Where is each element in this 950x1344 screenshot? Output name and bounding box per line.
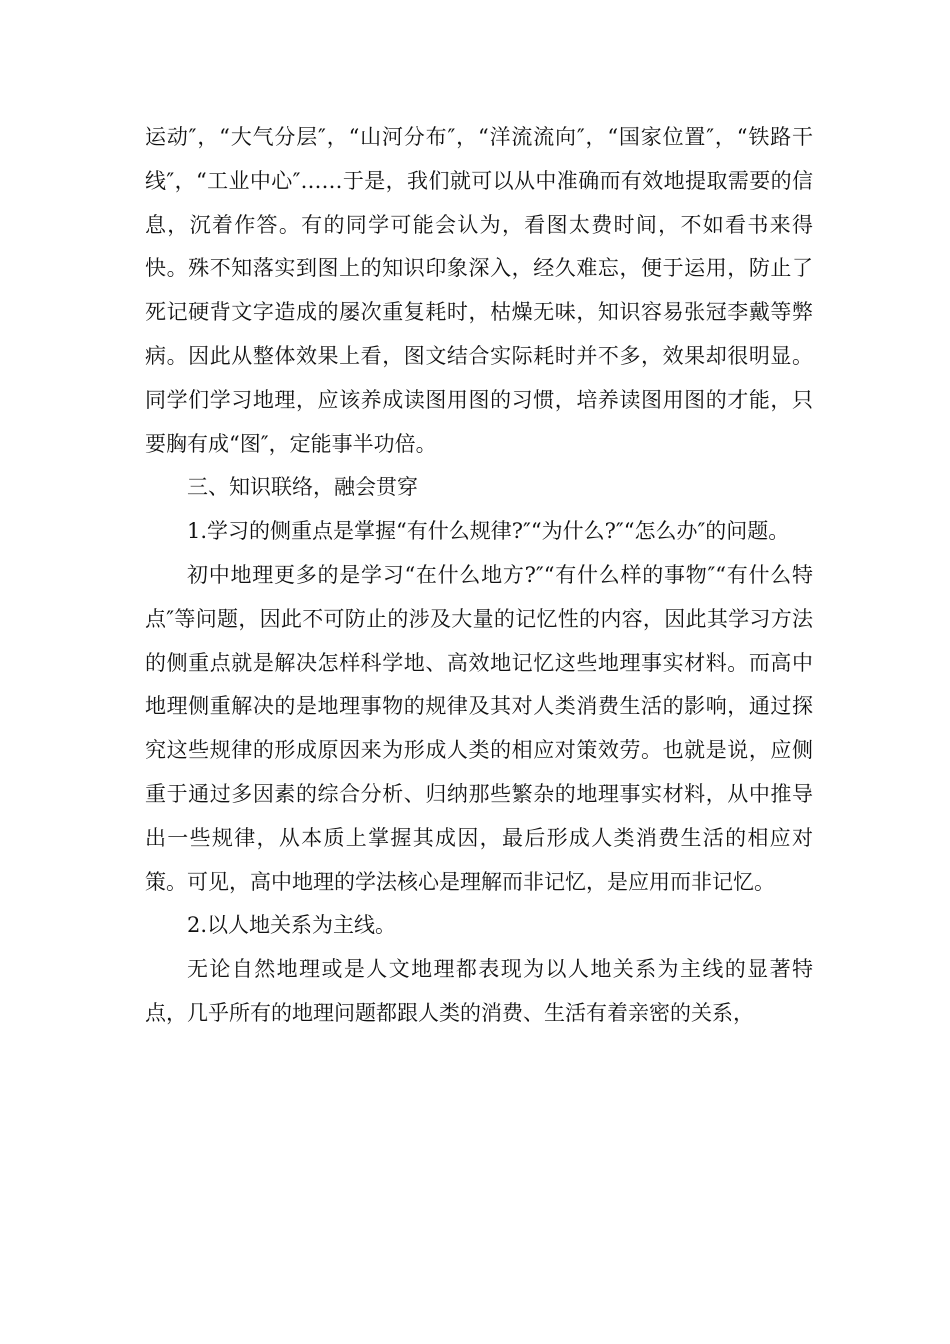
paragraph-human-land-relation: 无论自然地理或是人文地理都表现为以人地关系为主线的显著特点，几乎所有的地理问题都跟人类的消费、生活有着亲密的关系，	[145, 957, 813, 1025]
document-body	[145, 116, 813, 1036]
section-heading-knowledge-connection: 三、知识联络，融会贯穿	[187, 475, 418, 500]
paragraph-junior-vs-senior: 初中地理更多的是学习“在什么地方?″“有什么样的事物″“有什么特点″等问题，因此不可防止的涉及大量的记忆性的内容，因此其学习方法的侧重点就是解决怎样科学地、高效地记忆这些地理事实材料。而高中地理侧重解决的是地理事物的规律及其对人类消费生活的影响，通过探究这些规律的形成原因来为形成人类的相应对策效劳。也就是说，应侧重于通过多因素的综合分析、归纳那些繁杂的地理事实材料，从中推导出一些规律，从本质上掌握其成因，最后形成人类消费生活的相应对策。可见，高中地理的学法核心是理解而非记忆，是应用而非记忆。	[145, 562, 813, 894]
paragraph-map-reading: 运动″，“大气分层″，“山河分布″，“洋流流向″，“国家位置″，“铁路干线″，“工业中心″……于是，我们就可以从中准确而有效地提取需要的信息，沉着作答。有的同学可能会认为，看图太费时间，不如看书来得快。殊不知落实到图上的知识印象深入，经久难忘，便于运用，防止了死记硬背文字造成的屡次重复耗时，枯燥无味，知识容易张冠李戴等弊病。因此从整体效果上看，图文结合实际耗时并不多，效果却很明显。同学们学习地理，应该养成读图用图的习惯，培养读图用图的才能，只要胸有成“图″，定能事半功倍。	[145, 125, 813, 456]
subheading-human-land-relation: 2.以人地关系为主线。	[187, 913, 397, 938]
subheading-focus-on-rules: 1.学习的侧重点是掌握“有什么规律?″“为什么?″“怎么办″的问题。	[187, 519, 790, 544]
